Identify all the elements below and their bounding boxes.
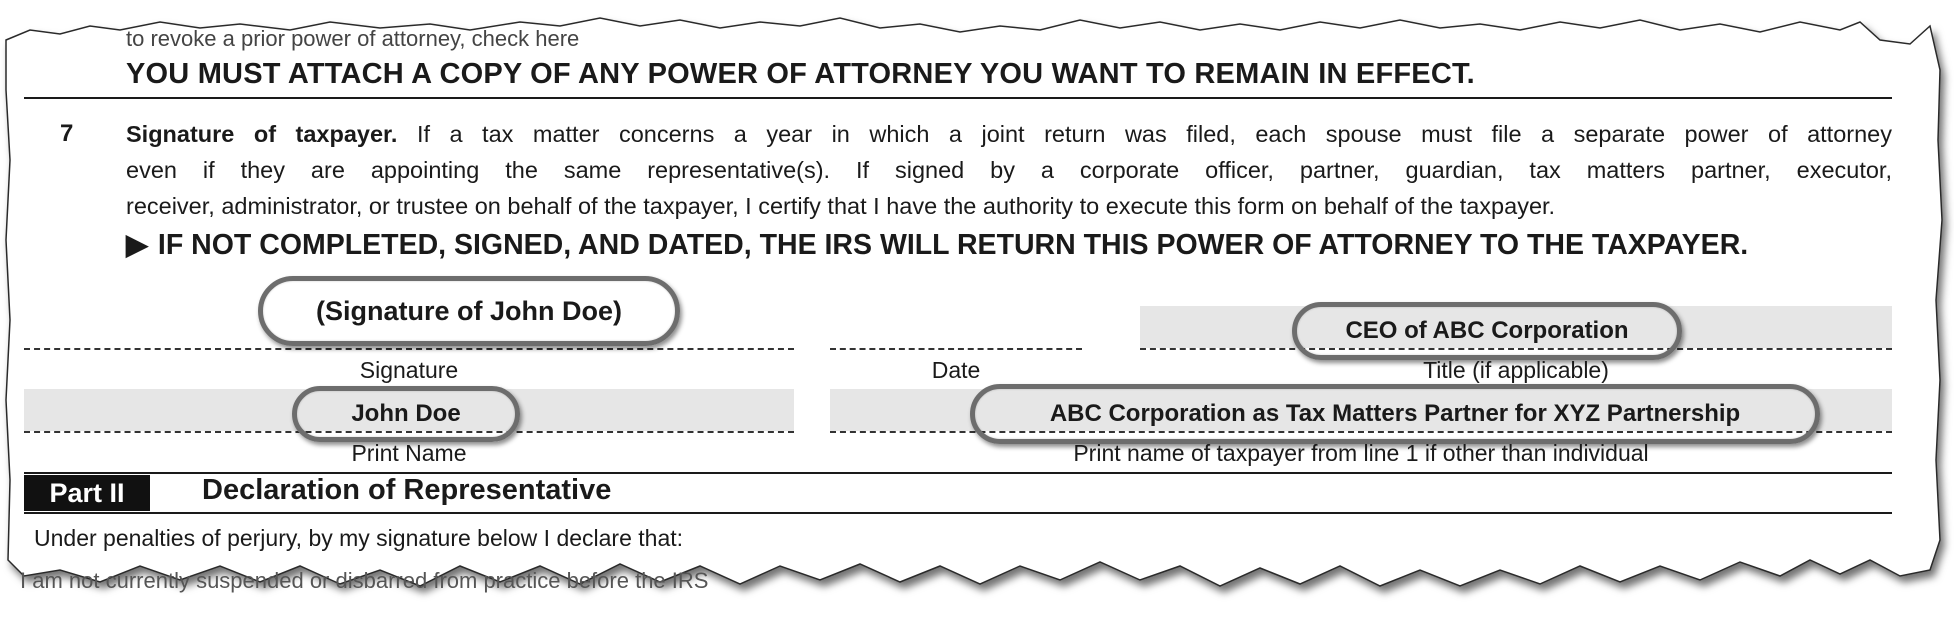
part2-tag-text: Part II (49, 477, 125, 508)
title-field[interactable] (1292, 302, 1682, 360)
divider (24, 97, 1892, 99)
line7-paragraph (126, 116, 1892, 224)
arrow-right-icon: ▶ (126, 229, 148, 261)
attach-warning: YOU MUST ATTACH A COPY OF ANY POWER OF ATTORNEY YOU WANT TO REMAIN IN EFFECT. (126, 58, 1475, 90)
date-caption: Date (931, 357, 981, 383)
line-number: 7 (60, 120, 74, 147)
print-name-value: John Doe (351, 400, 461, 427)
taxpayer-name-caption: Print name of taxpayer from line 1 if other than individual (1073, 440, 1649, 466)
part2-title: Declaration of Representative (202, 474, 612, 506)
line7-lead: Signature of taxpayer. (126, 121, 398, 147)
taxpayer-name-field[interactable] (970, 384, 1820, 444)
signature-field[interactable] (258, 276, 680, 346)
signature-caption: Signature (359, 357, 459, 383)
line7-text-1: If a tax matter concerns a year in which a joint return was filed, each spouse must file a separate power of attorney (397, 121, 1892, 147)
signature-line (24, 348, 794, 350)
date-line (830, 348, 1082, 350)
print-name-caption: Print Name (351, 440, 467, 466)
return-warning-text: IF NOT COMPLETED, SIGNED, AND DATED, THE IRS WILL RETURN THIS POWER OF ATTORNEY TO THE TAXPAYER. (157, 229, 1749, 261)
top-fragment-text: to revoke a prior power of attorney, check here (126, 26, 580, 51)
part2-intro: Under penalties of perjury, by my signature below I declare that: (34, 525, 684, 551)
title-caption: Title (if applicable) (1423, 357, 1609, 383)
taxpayer-name-value: ABC Corporation as Tax Matters Partner for XYZ Partnership (1049, 400, 1741, 427)
part2-tag (24, 475, 150, 511)
line7-text-3: receiver, administrator, or trustee on behalf of the taxpayer, I certify that I have the authority to execute this form on behalf of the taxpayer. (126, 193, 1556, 219)
print-name-field[interactable] (292, 386, 520, 442)
signature-value: (Signature of John Doe) (316, 295, 622, 326)
bottom-fragment-text: I am not currently suspended or disbarred from practice before the IRS (20, 568, 709, 593)
part2-bottom-rule (24, 512, 1892, 514)
title-value: CEO of ABC Corporation (1345, 317, 1629, 344)
line7-text-2: even if they are appointing the same representative(s). If signed by a corporate officer, partner, guardian, tax matters partner, executor, (126, 157, 1892, 183)
return-warning (126, 228, 1748, 262)
